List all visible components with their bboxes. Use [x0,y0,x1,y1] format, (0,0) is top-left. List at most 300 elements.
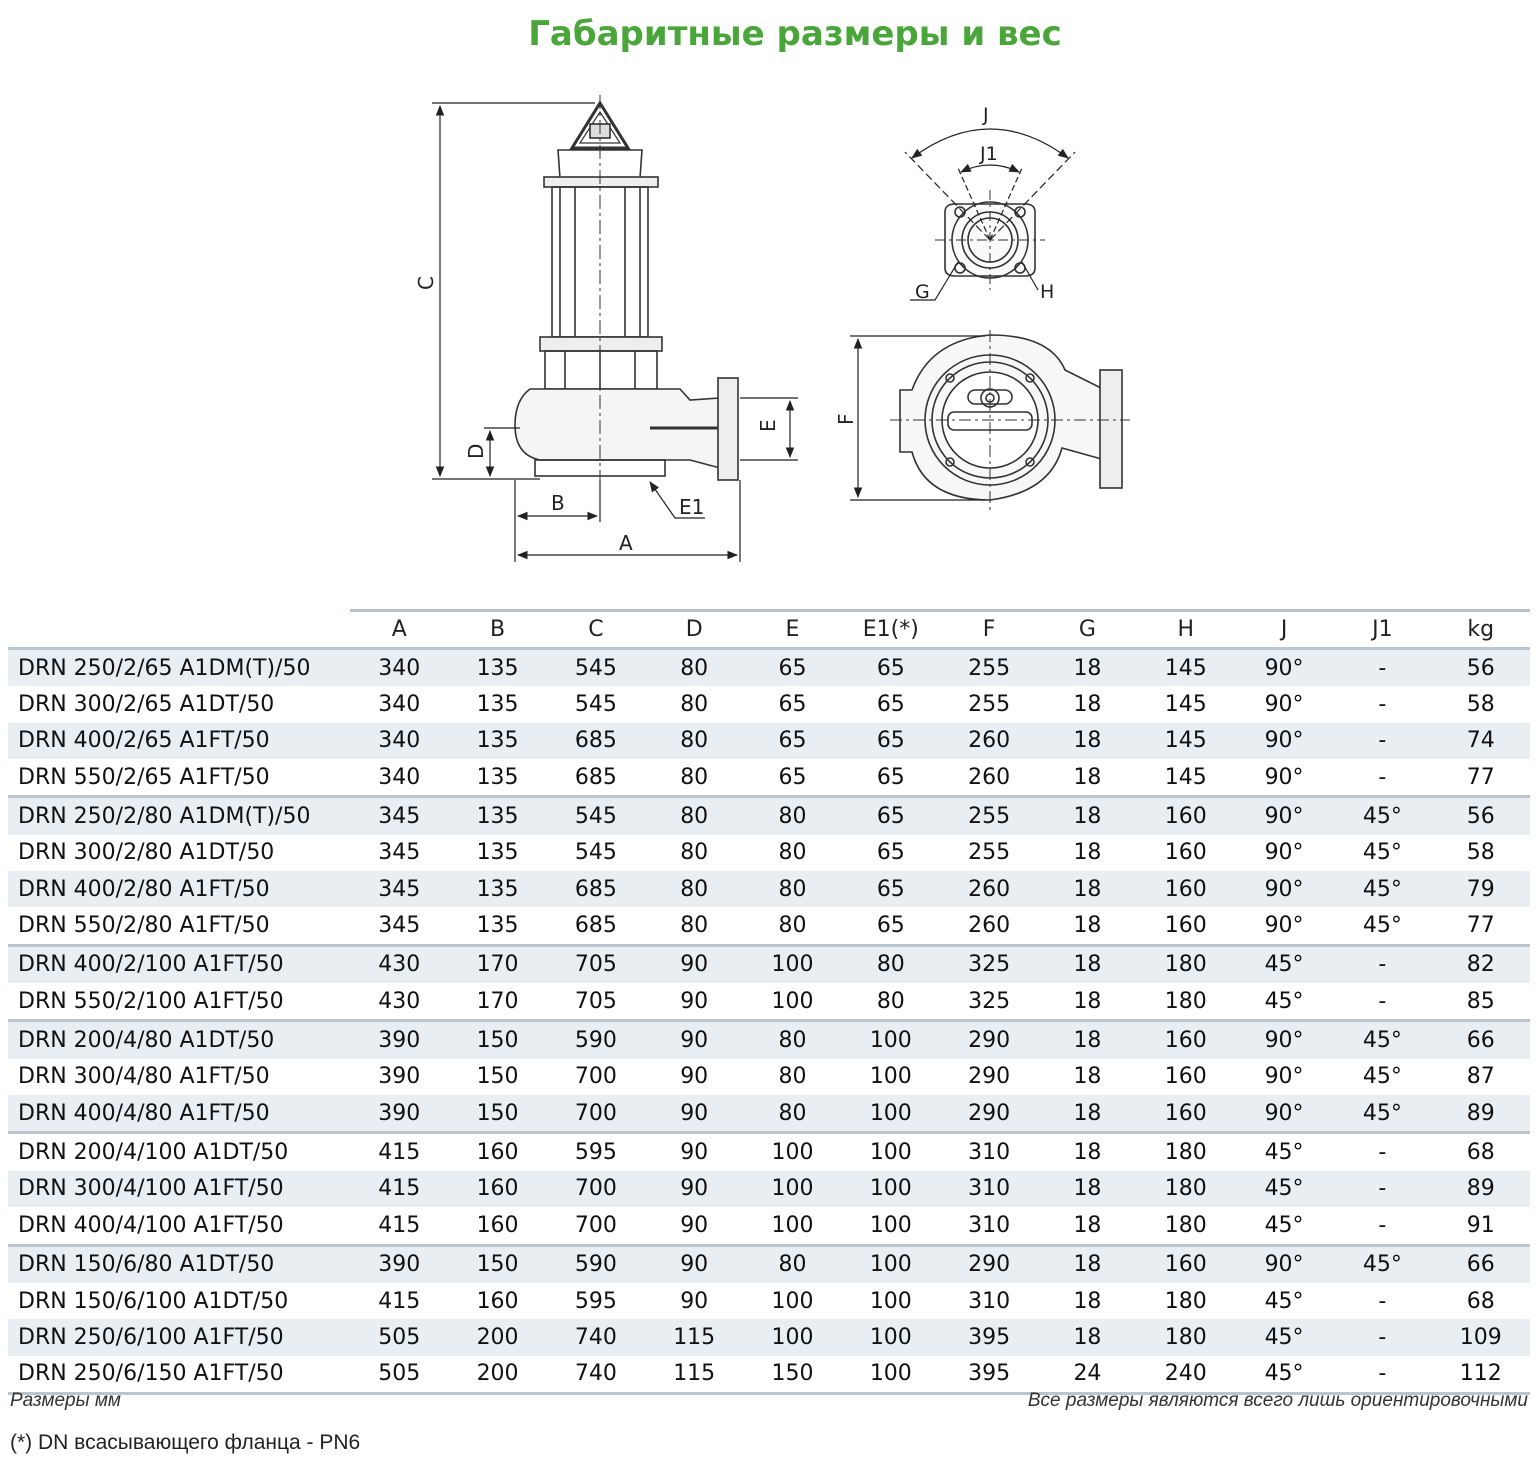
value-cell: 45° [1362,840,1402,866]
value-cell: - [1333,649,1431,687]
value-cell: 700 [547,1095,645,1133]
value-cell: 685 [574,913,617,939]
table-row [8,723,1530,759]
value-cell: 66 [1432,1245,1530,1283]
value-cell: 18 [1038,945,1136,983]
value-cell: 180 [1137,1319,1235,1355]
value-cell: 65 [778,692,807,718]
value-cell: 45° [1264,1288,1304,1314]
value-cell: 150 [448,1095,546,1133]
model-name-cell: DRN 150/6/80 A1DT/50 [8,1245,350,1283]
value-cell: 135 [448,649,546,687]
value-cell: 115 [645,1356,743,1394]
value-cell: 90 [645,1171,743,1207]
label-A: A [619,531,633,555]
value-cell: 80 [743,1095,841,1133]
value-cell: - [1333,723,1431,759]
value-cell: 90° [1264,913,1304,939]
value-cell: 18 [1073,988,1102,1014]
value-cell: 290 [940,1095,1038,1133]
value-cell: 18 [1038,1171,1136,1207]
value-cell: 685 [574,764,617,790]
value-cell: 68 [1466,1288,1495,1314]
table-header-row [8,611,1530,649]
value-cell: 100 [842,1095,940,1133]
value-cell: 100 [743,1171,841,1207]
value-cell: 415 [378,1212,421,1238]
table-row [8,907,1530,945]
value-cell: 80 [876,988,905,1014]
value-cell: 80 [645,871,743,907]
value-cell: 135 [476,840,519,866]
value-cell: 18 [1038,1133,1136,1171]
table-row [8,1207,1530,1245]
value-cell: 290 [940,1021,1038,1059]
value-cell: 325 [940,945,1038,983]
value-cell: 56 [1432,649,1530,687]
value-cell: 310 [940,1171,1038,1207]
label-C: C [414,276,438,290]
model-name-cell: DRN 250/6/100 A1FT/50 [8,1319,350,1355]
value-cell: 45° [1264,1212,1304,1238]
pump-side-view [515,95,738,520]
value-cell: 150 [476,1064,519,1090]
value-cell: 180 [1137,945,1235,983]
table-row [8,797,1530,835]
model-name-cell: DRN 300/2/65 A1DT/50 [18,692,275,718]
value-cell: 80 [743,797,841,835]
model-name-cell: DRN 400/2/100 A1FT/50 [8,945,350,983]
value-cell: 100 [743,1319,841,1355]
value-cell: 340 [350,723,448,759]
model-name-cell: DRN 550/2/100 A1FT/50 [18,988,284,1014]
value-cell: 80 [680,764,709,790]
header-J1: J1 [1333,611,1431,649]
model-name-cell: DRN 300/2/80 A1DT/50 [18,840,275,866]
value-cell: 160 [1137,1245,1235,1283]
value-cell: 260 [968,764,1011,790]
model-name-cell: DRN 200/4/100 A1DT/50 [8,1133,350,1171]
header-D: D [645,611,743,649]
value-cell: - [1378,764,1387,790]
value-cell: - [1333,945,1431,983]
value-cell: 65 [743,723,841,759]
value-cell: - [1333,1319,1431,1355]
value-cell: 135 [448,871,546,907]
value-cell: 310 [968,1288,1011,1314]
table-row [8,1059,1530,1095]
table-row [8,1319,1530,1355]
value-cell: 18 [1038,1095,1136,1133]
value-cell: 90° [1235,1245,1333,1283]
value-cell: 18 [1038,1021,1136,1059]
value-cell: 18 [1073,1064,1102,1090]
value-cell: 45° [1333,1021,1431,1059]
value-cell: - [1378,692,1387,718]
value-cell: 18 [1073,692,1102,718]
value-cell: 595 [547,1133,645,1171]
table-row [8,649,1530,687]
value-cell: 390 [350,1021,448,1059]
table-row [8,1245,1530,1283]
value-cell: 65 [778,764,807,790]
value-cell: 150 [448,1245,546,1283]
value-cell: 100 [869,1288,912,1314]
value-cell: 415 [350,1133,448,1171]
value-cell: 80 [645,649,743,687]
value-cell: 56 [1432,797,1530,835]
table-row [8,686,1530,722]
value-cell: 180 [1137,1133,1235,1171]
value-cell: 505 [350,1319,448,1355]
value-cell: 430 [350,945,448,983]
table-row [8,1356,1530,1394]
value-cell: 150 [448,1021,546,1059]
value-cell: 18 [1038,649,1136,687]
value-cell: 80 [680,913,709,939]
value-cell: 45° [1235,1133,1333,1171]
value-cell: 345 [378,913,421,939]
value-cell: 18 [1073,764,1102,790]
value-cell: 90 [680,1212,709,1238]
value-cell: 135 [476,913,519,939]
header-G: G [1038,611,1136,649]
value-cell: 255 [940,797,1038,835]
value-cell: 310 [940,1133,1038,1171]
value-cell: 430 [378,988,421,1014]
value-cell: - [1378,1212,1387,1238]
value-cell: 90° [1235,649,1333,687]
value-cell: 145 [1137,649,1235,687]
value-cell: 90 [645,1095,743,1133]
value-cell: 115 [645,1319,743,1355]
value-cell: 160 [1137,1095,1235,1133]
value-cell: 65 [876,764,905,790]
model-name-cell: DRN 300/4/100 A1FT/50 [8,1171,350,1207]
model-name-cell: DRN 400/4/100 A1FT/50 [18,1212,284,1238]
value-cell: 705 [574,988,617,1014]
label-B: B [551,491,565,515]
value-cell: 109 [1432,1319,1530,1355]
units-note: Размеры мм [10,1390,121,1411]
label-H: H [1040,281,1055,303]
table-row [8,1133,1530,1171]
value-cell: 65 [743,649,841,687]
value-cell: 160 [1164,1064,1207,1090]
model-name-cell: DRN 550/2/80 A1FT/50 [18,913,270,939]
value-cell: 45° [1235,945,1333,983]
value-cell: 340 [378,692,421,718]
value-cell: 80 [743,871,841,907]
value-cell: 170 [476,988,519,1014]
value-cell: 18 [1038,1245,1136,1283]
table-row [8,835,1530,871]
value-cell: 340 [378,764,421,790]
value-cell: 390 [378,1064,421,1090]
model-name-cell: DRN 200/4/80 A1DT/50 [8,1021,350,1059]
label-J1: J1 [980,143,998,165]
value-cell: 68 [1432,1133,1530,1171]
value-cell: 590 [547,1245,645,1283]
table-row [8,1095,1530,1133]
value-cell: 89 [1432,1171,1530,1207]
header-C: C [547,611,645,649]
header-B: B [448,611,546,649]
value-cell: 160 [476,1288,519,1314]
value-cell: 80 [680,840,709,866]
model-name-cell: DRN 250/2/80 A1DM(T)/50 [8,797,350,835]
value-cell: 740 [547,1319,645,1355]
value-cell: 255 [968,692,1011,718]
value-cell: 90 [645,945,743,983]
header-model [8,611,350,649]
value-cell: 180 [1164,1288,1207,1314]
value-cell: 200 [448,1356,546,1394]
value-cell: 65 [842,797,940,835]
pump-bottom-view [890,330,1130,510]
value-cell: 160 [448,1171,546,1207]
table-row [8,759,1530,797]
value-cell: - [1378,988,1387,1014]
value-cell: 77 [1466,913,1495,939]
value-cell: 18 [1038,1319,1136,1355]
value-cell: 135 [476,692,519,718]
value-cell: 160 [1137,871,1235,907]
value-cell: 45° [1235,1171,1333,1207]
value-cell: 415 [350,1171,448,1207]
value-cell: 45° [1235,1319,1333,1355]
value-cell: 100 [743,945,841,983]
value-cell: 145 [1137,723,1235,759]
value-cell: - [1333,1133,1431,1171]
value-cell: 82 [1432,945,1530,983]
value-cell: 80 [680,692,709,718]
value-cell: 80 [645,797,743,835]
value-cell: 685 [547,723,645,759]
disclaimer-note: Все размеры являются всего лишь ориентировочными [1027,1390,1528,1411]
value-cell: 145 [1164,692,1207,718]
value-cell: 90° [1264,692,1304,718]
label-D: D [464,443,488,459]
value-cell: 135 [476,764,519,790]
value-cell: 90 [645,1021,743,1059]
header-kg: kg [1432,611,1530,649]
value-cell: 45° [1333,1245,1431,1283]
value-cell: 545 [574,840,617,866]
value-cell: 100 [842,1021,940,1059]
value-cell: 65 [876,840,905,866]
value-cell: 74 [1432,723,1530,759]
page-title: Габаритные размеры и вес [528,14,1062,54]
value-cell: 90° [1235,797,1333,835]
label-E1: E1 [679,495,705,519]
value-cell: 160 [1137,1021,1235,1059]
table-row [8,1171,1530,1207]
label-G: G [915,281,930,303]
dimensions-table [8,609,1530,1395]
value-cell: 100 [842,1133,940,1171]
value-cell: 260 [940,723,1038,759]
value-cell: 590 [547,1021,645,1059]
value-cell: 18 [1073,1212,1102,1238]
value-cell: 700 [574,1212,617,1238]
value-cell: 80 [778,840,807,866]
value-cell: 80 [743,1245,841,1283]
dimension-drawing [0,0,1536,600]
table-row [8,983,1530,1021]
value-cell: 45° [1235,1356,1333,1394]
value-cell: 100 [771,1212,814,1238]
value-cell: 160 [448,1133,546,1171]
value-cell: - [1378,1288,1387,1314]
value-cell: 58 [1466,692,1495,718]
value-cell: 90 [680,1288,709,1314]
value-cell: 135 [448,723,546,759]
table-row [8,1283,1530,1319]
label-F: F [834,413,858,425]
value-cell: 45° [1333,871,1431,907]
value-cell: 255 [940,649,1038,687]
value-cell: 395 [940,1356,1038,1394]
label-E: E [756,419,780,432]
value-cell: 18 [1073,1288,1102,1314]
value-cell: 100 [771,988,814,1014]
model-name-cell: DRN 400/4/80 A1FT/50 [8,1095,350,1133]
value-cell: 345 [378,840,421,866]
value-cell: 80 [778,1064,807,1090]
value-cell: 505 [350,1356,448,1394]
value-cell: 740 [547,1356,645,1394]
value-cell: - [1333,1171,1431,1207]
value-cell: 18 [1073,840,1102,866]
value-cell: 260 [968,913,1011,939]
value-cell: 85 [1466,988,1495,1014]
value-cell: 45° [1362,913,1402,939]
value-cell: 180 [1137,1171,1235,1207]
value-cell: 90° [1264,1064,1304,1090]
value-cell: 24 [1038,1356,1136,1394]
header-E1: E1(*) [842,611,940,649]
value-cell: 700 [574,1064,617,1090]
value-cell: 45° [1333,1095,1431,1133]
value-cell: 345 [350,871,448,907]
value-cell: 145 [1164,764,1207,790]
value-cell: 65 [842,723,940,759]
value-cell: 18 [1038,797,1136,835]
model-name-cell: DRN 250/6/150 A1FT/50 [8,1356,350,1394]
header-A: A [350,611,448,649]
value-cell: 58 [1466,840,1495,866]
value-cell: 705 [547,945,645,983]
value-cell: 545 [574,692,617,718]
value-cell: 90° [1235,871,1333,907]
value-cell: 80 [778,913,807,939]
value-cell: 290 [940,1245,1038,1283]
value-cell: 310 [968,1212,1011,1238]
value-cell: 45° [1333,797,1431,835]
value-cell: 79 [1432,871,1530,907]
model-name-cell: DRN 400/2/80 A1FT/50 [8,871,350,907]
model-name-cell: DRN 250/2/65 A1DM(T)/50 [8,649,350,687]
value-cell: 170 [448,945,546,983]
value-cell: 90 [645,1133,743,1171]
value-cell: 160 [1164,913,1207,939]
value-cell: 345 [350,797,448,835]
value-cell: 200 [448,1319,546,1355]
value-cell: 91 [1466,1212,1495,1238]
value-cell: 100 [842,1245,940,1283]
value-cell: 66 [1432,1021,1530,1059]
value-cell: 90° [1235,1095,1333,1133]
value-cell: 545 [547,649,645,687]
value-cell: 90 [645,1245,743,1283]
value-cell: 595 [574,1288,617,1314]
value-cell: 80 [645,723,743,759]
value-cell: 100 [842,1356,940,1394]
value-cell: 700 [547,1171,645,1207]
header-F: F [940,611,1038,649]
value-cell: 65 [876,692,905,718]
table-row [8,945,1530,983]
value-cell: 240 [1137,1356,1235,1394]
value-cell: 65 [842,649,940,687]
value-cell: 160 [1164,840,1207,866]
value-cell: 18 [1073,913,1102,939]
label-J: J [983,104,989,126]
value-cell: 90° [1264,840,1304,866]
value-cell: 545 [547,797,645,835]
value-cell: 100 [771,1288,814,1314]
value-cell: 100 [869,1064,912,1090]
model-name-cell: DRN 550/2/65 A1FT/50 [18,764,270,790]
flange-footnote: (*) DN всасывающего фланца - PN6 [10,1431,361,1454]
value-cell: 45° [1264,988,1304,1014]
value-cell: 80 [743,1021,841,1059]
value-cell: 90 [680,1064,709,1090]
value-cell: - [1333,1356,1431,1394]
value-cell: 100 [842,1319,940,1355]
value-cell: 80 [842,945,940,983]
value-cell: 65 [842,871,940,907]
value-cell: 415 [378,1288,421,1314]
value-cell: 390 [350,1095,448,1133]
model-name-cell: DRN 400/2/65 A1FT/50 [8,723,350,759]
table-row [8,871,1530,907]
value-cell: 100 [743,1133,841,1171]
value-cell: 685 [547,871,645,907]
value-cell: 150 [743,1356,841,1394]
value-cell: 180 [1164,988,1207,1014]
value-cell: 90 [680,988,709,1014]
value-cell: 100 [842,1171,940,1207]
value-cell: 180 [1164,1212,1207,1238]
value-cell: 260 [940,871,1038,907]
value-cell: 87 [1466,1064,1495,1090]
value-cell: 18 [1038,723,1136,759]
value-cell: 290 [968,1064,1011,1090]
value-cell: 90° [1235,1021,1333,1059]
value-cell: 90° [1264,764,1304,790]
value-cell: 340 [350,649,448,687]
value-cell: 18 [1038,871,1136,907]
value-cell: 325 [968,988,1011,1014]
model-name-cell: DRN 300/4/80 A1FT/50 [18,1064,270,1090]
value-cell: 390 [350,1245,448,1283]
value-cell: 255 [968,840,1011,866]
value-cell: 65 [876,913,905,939]
value-cell: 90° [1235,723,1333,759]
header-J: J [1235,611,1333,649]
